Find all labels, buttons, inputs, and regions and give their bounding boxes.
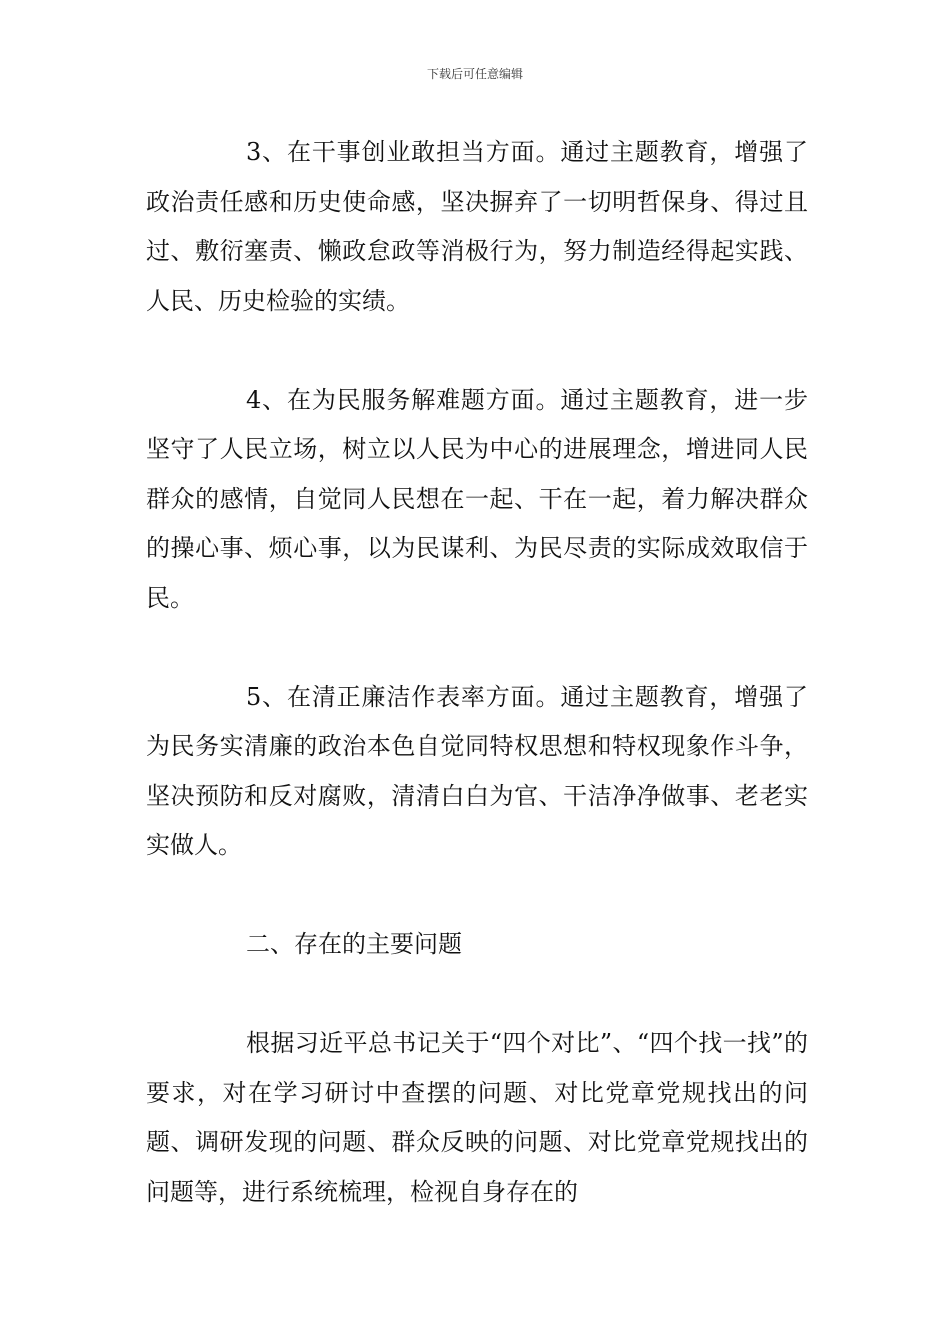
document-body [146, 128, 808, 1217]
paragraph-problems-intro: 根据习近平总书记关于“四个对比”、“四个找一找”的要求，对在学习研讨中查摆的问题、对比党章党规找出的问题、调研发现的问题、群众反映的问题、对比党章党规找出的问题等，进行系统梳理，检视自身存在的 [146, 1029, 808, 1206]
paragraph-5-integrity: 5、在清正廉洁作表率方面。通过主题教育，增强了为民务实清廉的政治本色自觉同特权思想和特权现象作斗争，坚决预防和反对腐败，清清白白为官、干洁净净做事、老老实实做人。 [146, 682, 808, 859]
page-header-note: 下载后可任意编辑 [426, 67, 523, 81]
paragraph-3-responsibility: 3、在干事创业敢担当方面。通过主题教育，增强了政治责任感和历史使命感，坚决摒弃了一切明哲保身、得过且过、敷衍塞责、懒政怠政等消极行为，努力制造经得起实践、人民、历史检验的实绩。 [146, 138, 808, 315]
paragraph-4-serve-people: 4、在为民服务解难题方面。通过主题教育，进一步坚守了人民立场，树立以人民为中心的进展理念，增进同人民群众的感情，自觉同人民想在一起、干在一起，着力解决群众的操心事、烦心事，以为民谋利、为民尽责的实际成效取信于民。 [146, 385, 808, 612]
section-heading-main-problems: 二、存在的主要问题 [246, 930, 462, 958]
